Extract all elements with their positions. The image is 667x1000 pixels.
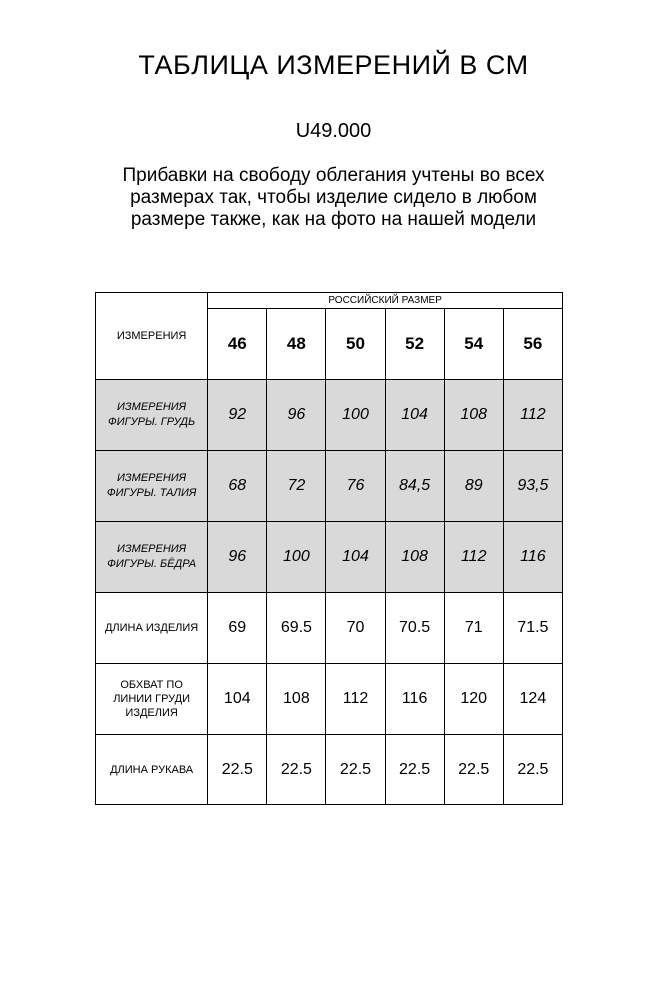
size-header-cell: 46 <box>208 309 267 380</box>
table-cell: 22.5 <box>385 735 444 805</box>
table-cell: 71.5 <box>503 593 562 664</box>
row-label-line: ЛИНИИ ГРУДИ <box>113 693 191 705</box>
table-cell: 108 <box>267 664 326 735</box>
row-label-line: ДЛИНА ИЗДЕЛИЯ <box>104 622 199 634</box>
size-header-cell: 54 <box>444 309 503 380</box>
row-label <box>96 664 208 735</box>
table-cell: 72 <box>267 451 326 522</box>
row-label-line: ИЗДЕЛИЯ <box>125 707 178 719</box>
measurements-header: ИЗМЕРЕНИЯ <box>96 293 208 380</box>
table-cell: 22.5 <box>267 735 326 805</box>
table-cell: 22.5 <box>444 735 503 805</box>
table-cell: 92 <box>208 380 267 451</box>
fit-note-line: размерах так, чтобы изделие сидело в любом <box>130 187 537 208</box>
table-cell: 104 <box>326 522 385 593</box>
row-label <box>96 522 208 593</box>
fit-note <box>0 165 667 231</box>
table-cell: 104 <box>385 380 444 451</box>
table-cell: 112 <box>326 664 385 735</box>
table-cell: 70.5 <box>385 593 444 664</box>
row-label-line: ФИГУРЫ. БЁДРА <box>107 558 197 570</box>
table-cell: 108 <box>444 380 503 451</box>
row-label <box>96 593 208 664</box>
table-cell: 100 <box>267 522 326 593</box>
article-number: U49.000 <box>295 120 372 142</box>
table-cell: 70 <box>326 593 385 664</box>
table-cell: 68 <box>208 451 267 522</box>
table-cell: 104 <box>208 664 267 735</box>
fit-note-line: размере также, как на фото на нашей модели <box>130 209 537 230</box>
fit-note-line: Прибавки на свободу облегания учтены во всех <box>122 165 545 186</box>
table-cell: 112 <box>444 522 503 593</box>
table-cell: 89 <box>444 451 503 522</box>
table-cell: 71 <box>444 593 503 664</box>
row-label-line: ДЛИНА РУКАВА <box>110 763 194 776</box>
table-cell: 96 <box>208 522 267 593</box>
table-cell: 22.5 <box>503 735 562 805</box>
table-row-waist <box>96 451 563 522</box>
page-title: ТАБЛИЦА ИЗМЕРЕНИЙ В СМ <box>138 50 529 80</box>
table-row-sleeve-length <box>96 735 563 805</box>
table-cell: 116 <box>503 522 562 593</box>
table-cell: 116 <box>385 664 444 735</box>
row-label-line: ИЗМЕРЕНИЯ <box>117 543 187 555</box>
table-row-product-chest <box>96 664 563 735</box>
table-cell: 93,5 <box>503 451 562 522</box>
row-label <box>96 735 208 805</box>
russian-size-header: РОССИЙСКИЙ РАЗМЕР <box>208 293 563 309</box>
table-row-hips <box>96 522 563 593</box>
table-cell: 120 <box>444 664 503 735</box>
table-cell: 69.5 <box>267 593 326 664</box>
size-table <box>95 292 563 805</box>
row-label-line: ФИГУРЫ. ТАЛИЯ <box>106 487 197 499</box>
row-label-line: ИЗМЕРЕНИЯ <box>117 401 187 413</box>
size-header-cell: 56 <box>503 309 562 380</box>
table-cell: 112 <box>503 380 562 451</box>
size-header-cell: 50 <box>326 309 385 380</box>
row-label-line: ФИГУРЫ. ГРУДЬ <box>107 416 196 428</box>
table-header-row <box>96 293 563 309</box>
row-label-line: ИЗМЕРЕНИЯ <box>117 472 187 484</box>
table-cell: 100 <box>326 380 385 451</box>
row-label <box>96 451 208 522</box>
table-cell: 22.5 <box>326 735 385 805</box>
row-label <box>96 380 208 451</box>
table-cell: 124 <box>503 664 562 735</box>
table-cell: 84,5 <box>385 451 444 522</box>
table-cell: 96 <box>267 380 326 451</box>
table-row-product-length <box>96 593 563 664</box>
size-header-cell: 52 <box>385 309 444 380</box>
table-cell: 76 <box>326 451 385 522</box>
table-cell: 108 <box>385 522 444 593</box>
table-row-chest <box>96 380 563 451</box>
table-cell: 69 <box>208 593 267 664</box>
row-label-line: ОБХВАТ ПО <box>120 679 183 691</box>
size-header-cell: 48 <box>267 309 326 380</box>
table-cell: 22.5 <box>208 735 267 805</box>
